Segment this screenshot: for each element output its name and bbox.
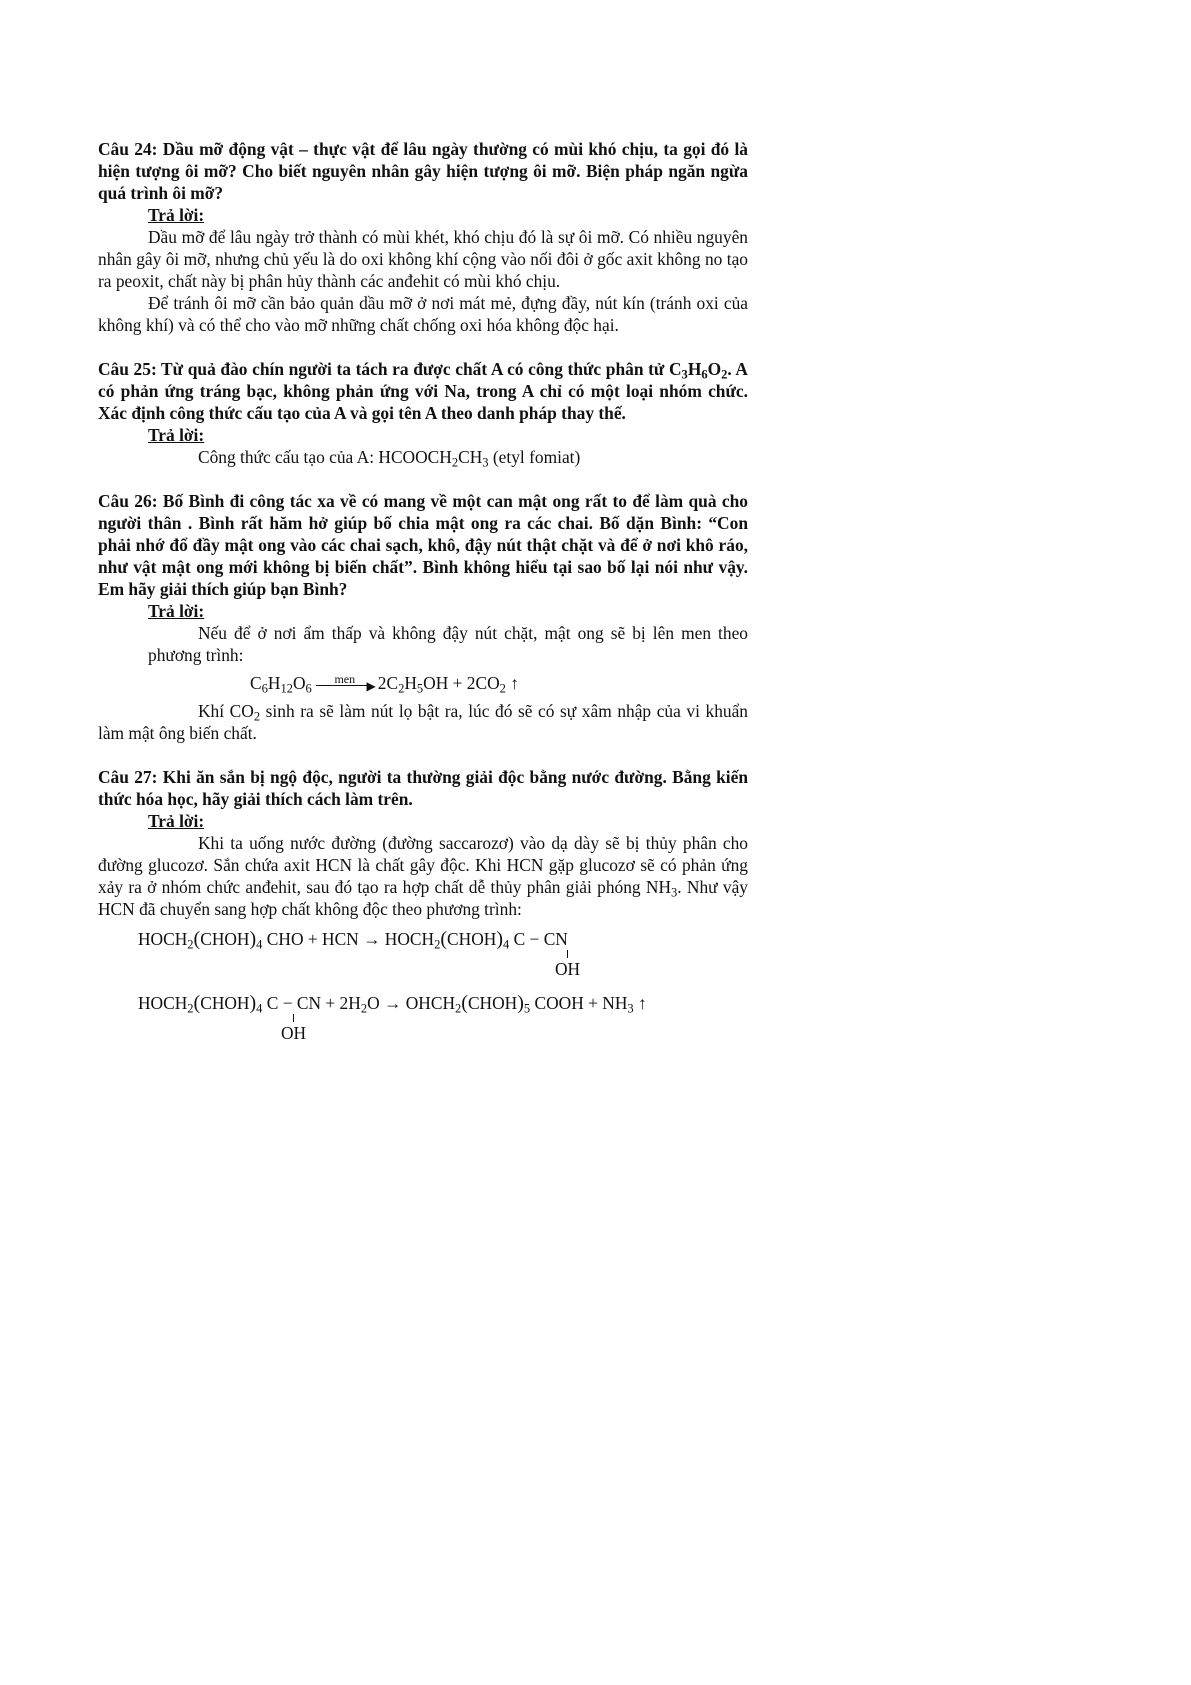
fermentation-equation: $C_6H_{12}O_6$ men ▶ $2C_2H_5OH + 2CO_2$ ↑ xyxy=(250,672,519,696)
reaction-1: $HOCH_2(CHOH)_4$ CHO + HCN → $HOCH_2(CHOH)_4$ C − CN OH xyxy=(138,928,581,979)
reaction-1-oh-label: OH xyxy=(555,959,581,979)
answer-24-paragraph-1: Dầu mỡ để lâu ngày trở thành có mùi khét, khó chịu đó là sự ôi mỡ. Có nhiều nguyên nhân gây ôi mỡ, nhưng chủ yếu là do oxi không khí cộng vào nối đôi ở gốc axit không no tạo ra peoxit, chất này bị phân hủy thành các anđehit có mùi khó chịu. xyxy=(98,227,748,291)
answer-label-27: Trả lời: xyxy=(148,811,205,831)
answer-label-24: Trả lời: xyxy=(148,205,205,225)
question-27: Câu 27: Khi ăn sắn bị ngộ độc, người ta thường giải độc bằng nước đường. Bằng kiến thức hóa học, hãy giải thích cách làm trên. xyxy=(98,767,748,809)
reaction-2-oh-label: OH xyxy=(281,1023,307,1043)
answer-26-paragraph-1: Nếu để ở nơi ẩm thấp và không đậy nút chặt, mật ong sẽ bị lên men theo phương trình: xyxy=(148,623,748,665)
document-page xyxy=(98,138,748,1056)
question-24: Câu 24: Dầu mỡ động vật – thực vật để lâu ngày thường có mùi khó chịu, ta gọi đó là hiện tượng ôi mỡ? Cho biết nguyên nhân gây hiện tượng ôi mỡ. Biện pháp ngăn ngừa quá trình ôi mỡ? xyxy=(98,139,748,203)
question-25: Câu 25: Từ quả đào chín người ta tách ra được chất A có công thức phân tử $C_3H_6O_2$. A có phản ứng tráng bạc, không phản ứng với Na, trong A chỉ có một loại nhóm chức. Xác định công thức cấu tạo của A và gọi tên A theo danh pháp thay thế. xyxy=(98,359,748,423)
answer-label-25: Trả lời: xyxy=(148,425,205,445)
answer-24-paragraph-2: Để tránh ôi mỡ cần bảo quản dầu mỡ ở nơi mát mẻ, đựng đầy, nút kín (tránh oxi của không khí) và có thể cho vào mỡ những chất chống oxi hóa không độc hại. xyxy=(98,293,748,335)
answer-26-paragraph-2: Khí $CO_2$ sinh ra sẽ làm nút lọ bật ra, lúc đó sẽ có sự xâm nhập của vi khuẩn làm mật ông biến chất. xyxy=(98,701,749,743)
answer-25-formula: Công thức cấu tạo của A: $HCOOCH_2CH_3$ (etyl fomiat) xyxy=(198,447,581,470)
reaction-arrow-icon: men ▶ xyxy=(314,672,376,694)
question-26: Câu 26: Bố Bình đi công tác xa về có mang về một can mật ong rất to để làm quà cho người thân . Bình rất hăm hở giúp bố chia mật ong ra các chai. Bố dặn Bình: “Con phải nhớ đổ đầy mật ong vào các chai sạch, khô, đậy nút thật chặt và để ở nơi khô ráo, như vật mật ong mới không bị biến chất”. Bình không hiểu tại sao bố lại nói như vậy. Em hãy giải thích giúp bạn Bình? xyxy=(98,491,748,599)
reaction-2: $HOCH_2(CHOH)_4$ C − CN + $2H_2O$ → $OHCH_2(CHOH)_5$ COOH + $NH_3$ ↑ OH xyxy=(138,992,647,1043)
answer-label-26: Trả lời: xyxy=(148,601,205,621)
answer-27-paragraph-1: Khi ta uống nước đường (đường saccarozơ) vào dạ dày sẽ bị thủy phân cho đường glucozơ. Sắn chứa axit HCN là chất gây độc. Khi HCN gặp glucozơ sẽ có phản ứng xảy ra ở nhóm chức anđehit, sau đó tạo ra hợp chất dễ thủy phân giải phóng $NH_3$. Như vậy HCN đã chuyển sang hợp chất không độc theo phương trình: xyxy=(98,833,748,919)
